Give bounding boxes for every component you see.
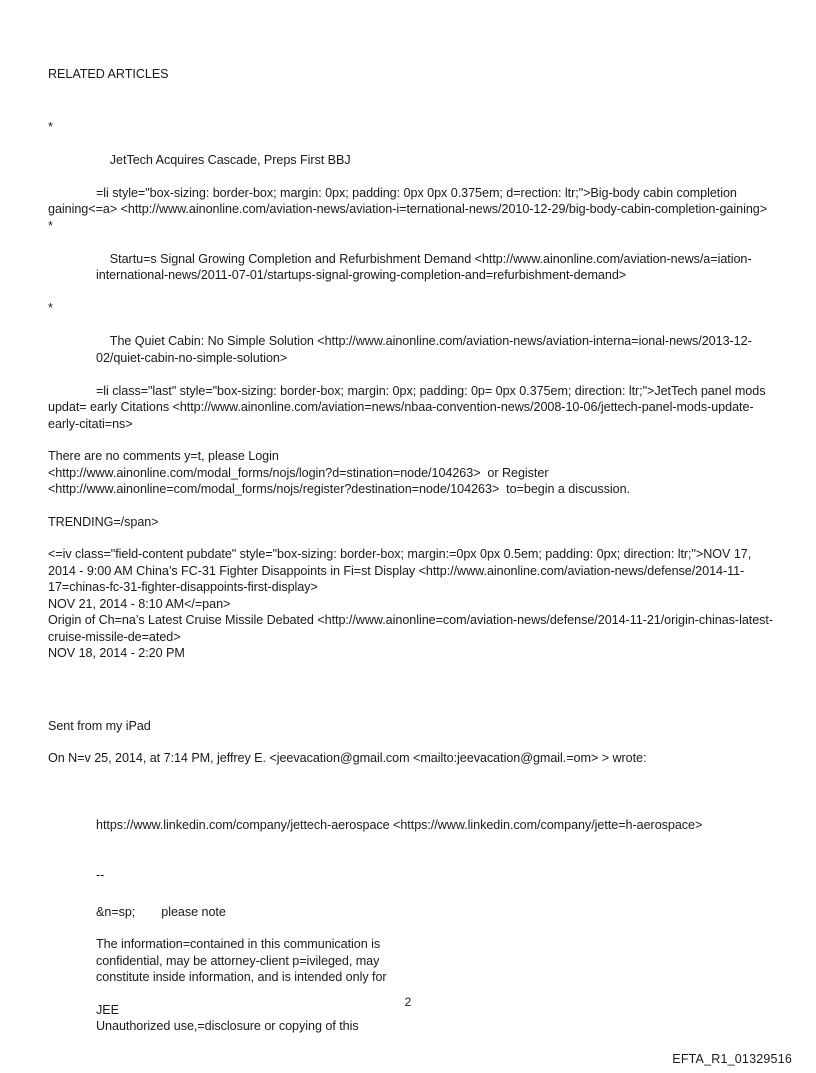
comments-line-2[interactable]: <http://www.ainonline.com/modal_forms/nojs/login?d=stination=node/104263> or Register [48,465,549,480]
related-article-1-title[interactable]: JetTech Acquires Cascade, Preps First BBJ [109,152,351,167]
linkedin-link[interactable]: https://www.linkedin.com/company/jettech-aerospace <https://www.linkedin.com/company/jette=h-aerospace> [96,817,703,832]
related-articles-heading: RELATED ARTICLES [48,67,169,81]
page-number: 2 [404,995,412,1009]
trending-item-1[interactable]: <=iv class="field-content pubdate" style="box-sizing: border-box; margin:=0px 0px 0.5em; padding: 0px; direction: ltr;">NOV 17, 2014 - 9:00 AM China’s FC-31 Fighter Disappoints in Fi=st Display <http://www.ainonline.com/aviation-news/defense/2014-11-17=chinas-fc-31-fighter-disappoints-first-display> [48,547,755,594]
confidentiality-line-1: The information=contained in this communication is [96,937,381,951]
bullet-marker: * [48,218,53,233]
related-article-3 [48,300,778,383]
related-article-1 [48,119,778,185]
trending-label: TRENDING=/span> [48,514,159,529]
bullet-marker: * [48,301,53,315]
trending-date-3: NOV 18, 2014 - 2:20 PM [48,646,185,660]
bates-number: EFTA_R1_01329516 [672,1052,792,1066]
trending-item-2[interactable]: Origin of Ch=na’s Latest Cruise Missile Debated <http://www.ainonline=com/aviation-news/defense/2014-11-21/origin-chinas-latest-cruise-missile-de=ated> [48,613,774,644]
related-article-2 [48,218,778,301]
related-article-4[interactable]: =li class="last" style="box-sizing: border-box; margin: 0px; padding: 0p= 0px 0.375em; direction: ltr;">JetTech panel mods updat= early Citations <http://www.ainonline.com/aviation=news/nbaa-convention-news/2008-10-06/jettech-panel-mods-update-early-citati=ns> [48,383,769,431]
confidentiality-line-3: constitute inside information, and is intended only for [96,970,387,984]
nbsp-entity: &n=sp; [96,904,136,919]
signature-dashes: -- [96,868,105,882]
related-article-2-text[interactable]: Startu=s Signal Growing Completion and Refurbishment Demand <http://www.ainonline.com/aviation-news/a=iation-international-news/2011-07-01/startups-signal-growing-completion-and=refurbishment-demand> [96,251,752,282]
trending-date-2: NOV 21, 2014 - 8:10 AM</=pan> [48,596,231,611]
sent-from-line: Sent from my iPad [48,718,151,733]
quoted-signature [48,867,778,1035]
related-article-1-continuation[interactable]: =li style="box-sizing: border-box; margin: 0px; padding: 0px 0px 0.375em; d=rection: ltr;">Big-body cabin completion gaining<=a> <http://www.ainonline.com/aviation-news/aviation-i=ternational-news/2010-12-29/big-body-cabin-completion-gaining> [48,185,768,216]
related-article-3-text[interactable]: The Quiet Cabin: No Simple Solution <http://www.ainonline.com/aviation-news/aviation-interna=ional-news/2013-12-02/quiet-cabin-no-simple-solution> [96,334,752,365]
please-note-text: please note [161,904,226,919]
confidentiality-line-2: confidential, may be attorney-client p=ivileged, may [96,953,380,968]
comments-line-1: There are no comments y=t, please Login [48,449,279,463]
comments-line-3[interactable]: <http://www.ainonline=com/modal_forms/nojs/register?destination=node/104263> to=begin a discussion. [48,482,631,496]
bullet-marker: * [48,119,53,134]
please-note-line [96,904,778,921]
document-body [48,66,778,1035]
jee-line: JEE [96,1002,119,1017]
unauthorized-line: Unauthorized use,=disclosure or copying of this [96,1019,359,1033]
reply-header: On N=v 25, 2014, at 7:14 PM, jeffrey E. <jeevacation@gmail.com <mailto:jeevacation@gmail.=om> > wrote: [48,751,647,765]
